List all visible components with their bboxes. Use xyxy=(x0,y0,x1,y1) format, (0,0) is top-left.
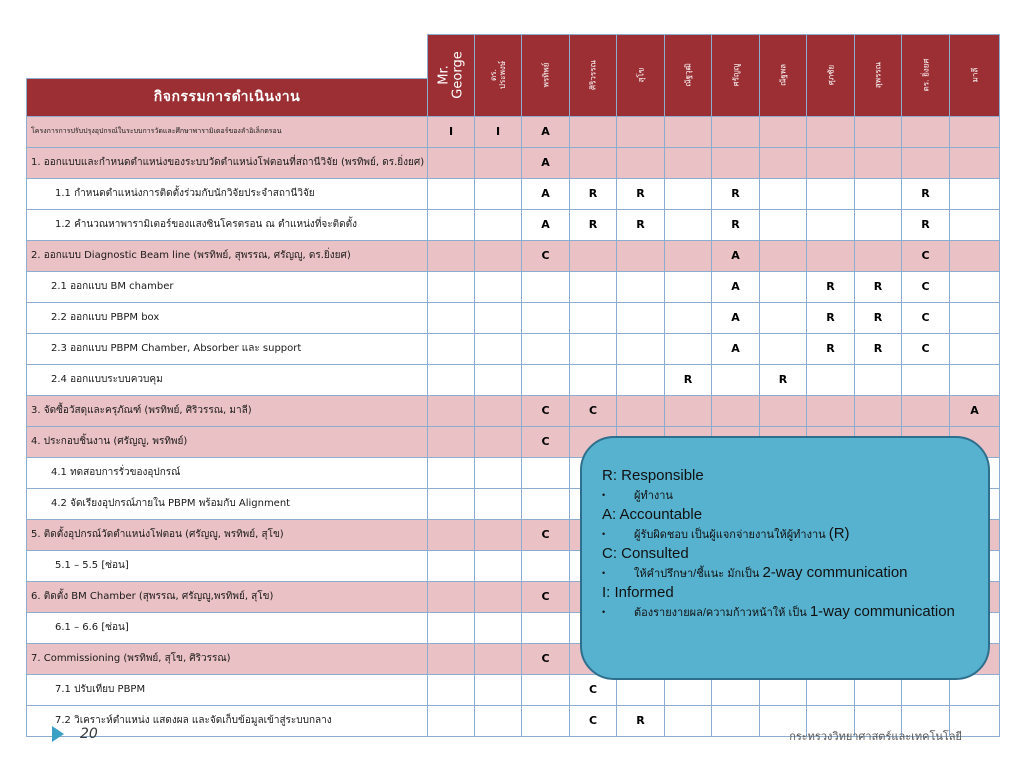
legend-description-text: ต้องรายงายผล/ความก้าวหน้าให้ เป็น xyxy=(634,607,807,619)
raci-cell xyxy=(475,364,522,395)
legend-role: I: Informed xyxy=(602,584,674,601)
raci-cell xyxy=(617,271,665,302)
person-header xyxy=(570,35,617,117)
activity-label: 1.2 คำนวณหาพารามิเตอร์ของแสงซินโครตรอน ณ ตำแหน่งที่จะติดตั้ง xyxy=(27,209,428,240)
raci-cell xyxy=(760,147,807,178)
raci-cell xyxy=(475,581,522,612)
person-name: พรทิพย์ xyxy=(540,62,550,88)
raci-cell xyxy=(665,395,712,426)
raci-cell xyxy=(475,674,522,705)
legend-description xyxy=(602,564,970,583)
raci-cell xyxy=(950,271,1000,302)
raci-cell xyxy=(950,302,1000,333)
raci-cell: I xyxy=(428,116,475,147)
raci-cell: C xyxy=(522,395,570,426)
activity-label: 4.1 ทดสอบการรั่วของอุปกรณ์ xyxy=(27,457,428,488)
raci-cell xyxy=(522,333,570,364)
raci-cell: R xyxy=(902,209,950,240)
activity-label: 2.4 ออกแบบระบบควบคุม xyxy=(27,364,428,395)
raci-cell: C xyxy=(522,426,570,457)
raci-cell: R xyxy=(807,333,855,364)
activity-row xyxy=(27,302,1000,333)
raci-cell: R xyxy=(617,209,665,240)
footer-arrow-icon xyxy=(52,726,64,742)
raci-cell: A xyxy=(712,333,760,364)
person-name: ดร. ยิ่งยศ xyxy=(920,58,930,92)
raci-cell xyxy=(428,581,475,612)
raci-cell: C xyxy=(902,271,950,302)
activity-row xyxy=(27,395,1000,426)
legend-description-latin: (R) xyxy=(828,525,850,542)
raci-cell xyxy=(522,271,570,302)
raci-cell xyxy=(807,178,855,209)
raci-cell xyxy=(665,178,712,209)
raci-cell xyxy=(428,426,475,457)
legend-description-latin: 1-way communication xyxy=(809,603,955,620)
person-header xyxy=(855,35,902,117)
raci-cell xyxy=(570,364,617,395)
activity-label: 1. ออกแบบและกำหนดตำแหน่งของระบบวัดตำแหน่งโฟตอนที่สถานีวิจัย (พรทิพย์, ดร.ยิ่งยศ) xyxy=(27,147,428,178)
raci-cell xyxy=(950,333,1000,364)
raci-cell: R xyxy=(855,271,902,302)
raci-cell xyxy=(760,240,807,271)
raci-cell: R xyxy=(617,705,665,736)
activity-row xyxy=(27,364,1000,395)
raci-cell: C xyxy=(902,302,950,333)
bullet-icon: • xyxy=(602,529,606,539)
person-name: ณัฐวุฒิ xyxy=(683,63,693,88)
legend-description xyxy=(602,486,970,505)
raci-cell: A xyxy=(522,209,570,240)
raci-cell xyxy=(522,488,570,519)
raci-cell: C xyxy=(522,240,570,271)
raci-cell: R xyxy=(712,178,760,209)
raci-cell xyxy=(855,116,902,147)
raci-cell xyxy=(570,271,617,302)
activity-label: 2. ออกแบบ Diagnostic Beam line (พรทิพย์, สุพรรณ, ศรัญญู, ดร.ยิ่งยศ) xyxy=(27,240,428,271)
raci-cell xyxy=(475,302,522,333)
raci-cell: C xyxy=(522,581,570,612)
raci-cell xyxy=(475,271,522,302)
raci-cell xyxy=(807,240,855,271)
activity-label: 2.3 ออกแบบ PBPM Chamber, Absorber และ support xyxy=(27,333,428,364)
raci-cell xyxy=(665,240,712,271)
raci-cell: A xyxy=(712,302,760,333)
raci-cell: A xyxy=(950,395,1000,426)
raci-cell xyxy=(950,178,1000,209)
activity-row xyxy=(27,178,1000,209)
person-name: ณัฐพล xyxy=(778,64,788,87)
raci-cell xyxy=(950,147,1000,178)
raci-cell xyxy=(428,550,475,581)
raci-cell xyxy=(855,178,902,209)
raci-cell xyxy=(475,426,522,457)
activity-label: 6. ติดตั้ง BM Chamber (สุพรรณ, ศรัญญู,พรทิพย์, สุโข) xyxy=(27,581,428,612)
raci-cell xyxy=(428,240,475,271)
raci-cell xyxy=(902,395,950,426)
raci-cell xyxy=(522,550,570,581)
raci-cell: C xyxy=(522,643,570,674)
raci-cell xyxy=(428,674,475,705)
raci-cell xyxy=(428,302,475,333)
raci-cell: A xyxy=(712,240,760,271)
activity-label: โครงการการปรับปรุงอุปกรณ์ในระบบการวัดและศึกษาพารามิเตอร์ของลำอิเล็กตรอน xyxy=(27,116,428,147)
raci-cell xyxy=(617,333,665,364)
raci-cell xyxy=(855,147,902,178)
header-spacer xyxy=(27,35,428,79)
raci-cell xyxy=(428,209,475,240)
raci-cell xyxy=(522,674,570,705)
raci-cell xyxy=(950,116,1000,147)
raci-cell xyxy=(617,116,665,147)
raci-cell xyxy=(522,364,570,395)
raci-cell: C xyxy=(902,333,950,364)
raci-cell: R xyxy=(760,364,807,395)
raci-cell xyxy=(428,178,475,209)
raci-cell: C xyxy=(522,519,570,550)
raci-cell xyxy=(665,302,712,333)
raci-cell xyxy=(475,519,522,550)
legend-description-text: ผู้รับผิดชอบ เป็นผู้แจกจ่ายงานให้ผู้ทำงาน xyxy=(634,529,826,541)
raci-cell xyxy=(428,457,475,488)
activity-label: 4.2 จัดเรียงอุปกรณ์ภายใน PBPM พร้อมกับ Alignment xyxy=(27,488,428,519)
raci-cell xyxy=(428,271,475,302)
raci-cell xyxy=(665,147,712,178)
activity-row xyxy=(27,240,1000,271)
raci-cell: R xyxy=(807,302,855,333)
raci-cell: R xyxy=(570,209,617,240)
raci-cell xyxy=(475,488,522,519)
raci-cell xyxy=(617,395,665,426)
person-header xyxy=(522,35,570,117)
raci-cell xyxy=(617,364,665,395)
raci-cell: R xyxy=(855,302,902,333)
activity-row xyxy=(27,271,1000,302)
activity-label: 6.1 – 6.6 [ซ่อน] xyxy=(27,612,428,643)
raci-cell: A xyxy=(522,178,570,209)
raci-cell xyxy=(475,209,522,240)
person-header xyxy=(428,35,475,117)
raci-cell: C xyxy=(570,674,617,705)
raci-cell: R xyxy=(807,271,855,302)
raci-cell xyxy=(475,705,522,736)
raci-cell xyxy=(950,209,1000,240)
raci-cell xyxy=(807,364,855,395)
activity-column-header: กิจกรรมการดำเนินงาน xyxy=(27,78,428,116)
raci-cell: C xyxy=(570,395,617,426)
raci-cell xyxy=(475,240,522,271)
raci-cell: R xyxy=(712,209,760,240)
raci-cell xyxy=(475,612,522,643)
activity-label: 7. Commissioning (พรทิพย์, สุโข, ศิริวรรณ) xyxy=(27,643,428,674)
raci-cell xyxy=(665,116,712,147)
raci-cell xyxy=(665,333,712,364)
person-name: ดร. ประพงษ์ xyxy=(488,61,507,90)
raci-cell xyxy=(950,240,1000,271)
person-name: ศรัญญู xyxy=(730,63,740,87)
raci-cell xyxy=(760,209,807,240)
raci-cell: R xyxy=(665,364,712,395)
legend-description-text: ให้คำปรึกษา/ชี้แนะ มักเป็น xyxy=(634,568,760,580)
raci-cell xyxy=(902,147,950,178)
raci-cell xyxy=(475,147,522,178)
raci-cell xyxy=(570,333,617,364)
raci-cell xyxy=(760,178,807,209)
person-header xyxy=(475,35,522,117)
legend-role: R: Responsible xyxy=(602,467,704,484)
raci-cell xyxy=(428,395,475,426)
activity-label: 2.1 ออกแบบ BM chamber xyxy=(27,271,428,302)
person-header xyxy=(617,35,665,117)
raci-cell xyxy=(807,395,855,426)
person-name: สุโข xyxy=(635,67,645,83)
raci-cell xyxy=(522,705,570,736)
activity-label: 3. จัดซื้อวัสดุและครุภัณฑ์ (พรทิพย์, ศิริวรรณ, มาลี) xyxy=(27,395,428,426)
raci-cell xyxy=(712,364,760,395)
bullet-icon: • xyxy=(602,607,606,617)
page-number: 20 xyxy=(80,726,98,742)
activity-row xyxy=(27,209,1000,240)
raci-cell xyxy=(428,364,475,395)
raci-cell: A xyxy=(712,271,760,302)
bullet-icon: • xyxy=(602,568,606,578)
legend-role: A: Accountable xyxy=(602,506,703,523)
raci-cell xyxy=(570,240,617,271)
raci-cell: I xyxy=(475,116,522,147)
activity-label: 7.2 วิเคราะห์ตำแหน่ง แสดงผล และจัดเก็บข้อมูลเข้าสู่ระบบกลาง xyxy=(27,705,428,736)
person-header xyxy=(760,35,807,117)
raci-cell xyxy=(428,519,475,550)
raci-cell xyxy=(712,395,760,426)
person-header xyxy=(807,35,855,117)
raci-legend xyxy=(580,436,990,680)
raci-cell xyxy=(522,302,570,333)
raci-cell xyxy=(665,209,712,240)
raci-cell xyxy=(760,333,807,364)
raci-cell xyxy=(807,209,855,240)
bullet-icon: • xyxy=(602,490,606,500)
person-name: ศุภชัย xyxy=(825,65,835,86)
legend-role: C: Consulted xyxy=(602,545,689,562)
person-header xyxy=(902,35,950,117)
raci-cell xyxy=(570,116,617,147)
person-name: Mr. George xyxy=(436,51,465,99)
raci-cell xyxy=(475,643,522,674)
raci-cell xyxy=(428,643,475,674)
activity-row xyxy=(27,116,1000,147)
raci-cell xyxy=(475,178,522,209)
raci-cell xyxy=(522,457,570,488)
raci-cell xyxy=(760,395,807,426)
legend-description-text: ผู้ทำงาน xyxy=(634,490,673,502)
raci-cell xyxy=(712,147,760,178)
raci-cell: R xyxy=(570,178,617,209)
raci-cell xyxy=(428,333,475,364)
raci-cell xyxy=(807,147,855,178)
raci-cell xyxy=(855,209,902,240)
raci-cell xyxy=(428,705,475,736)
activity-row xyxy=(27,333,1000,364)
raci-cell: C xyxy=(902,240,950,271)
raci-cell xyxy=(855,364,902,395)
raci-cell xyxy=(807,116,855,147)
raci-cell xyxy=(428,612,475,643)
person-header xyxy=(712,35,760,117)
raci-cell xyxy=(855,395,902,426)
person-name: มาลี xyxy=(969,67,979,83)
raci-cell xyxy=(712,116,760,147)
raci-cell xyxy=(760,116,807,147)
raci-cell xyxy=(475,395,522,426)
legend-description-latin: 2-way communication xyxy=(762,564,908,581)
activity-row xyxy=(27,147,1000,178)
raci-cell xyxy=(950,364,1000,395)
raci-cell xyxy=(475,457,522,488)
raci-cell xyxy=(428,147,475,178)
raci-cell: R xyxy=(617,178,665,209)
activity-label: 2.2 ออกแบบ PBPM box xyxy=(27,302,428,333)
raci-cell xyxy=(475,550,522,581)
raci-cell xyxy=(902,364,950,395)
raci-cell: A xyxy=(522,147,570,178)
raci-cell: R xyxy=(902,178,950,209)
raci-cell xyxy=(617,302,665,333)
activity-label: 7.1 ปรับเทียบ PBPM xyxy=(27,674,428,705)
raci-cell xyxy=(665,271,712,302)
activity-label: 5. ติดตั้งอุปกรณ์วัดตำแหน่งโฟตอน (ศรัญญู, พรทิพย์, สุโข) xyxy=(27,519,428,550)
raci-cell: R xyxy=(855,333,902,364)
raci-cell: C xyxy=(570,705,617,736)
raci-cell xyxy=(570,147,617,178)
raci-cell xyxy=(522,612,570,643)
raci-cell xyxy=(760,302,807,333)
raci-cell xyxy=(902,116,950,147)
person-header xyxy=(950,35,1000,117)
raci-cell xyxy=(617,240,665,271)
ministry-name: กระทรวงวิทยาศาสตร์และเทคโนโลยี xyxy=(789,730,962,743)
person-header xyxy=(665,35,712,117)
person-name: ศิริวรรณ xyxy=(588,60,598,91)
raci-cell xyxy=(712,705,760,736)
raci-cell xyxy=(570,302,617,333)
raci-cell xyxy=(665,705,712,736)
legend-description xyxy=(602,603,970,622)
person-name: สุพรรณ xyxy=(873,62,883,89)
raci-cell xyxy=(475,333,522,364)
raci-cell xyxy=(855,240,902,271)
legend-description xyxy=(602,525,970,544)
activity-label: 4. ประกอบชิ้นงาน (ศรัญญู, พรทิพย์) xyxy=(27,426,428,457)
raci-cell xyxy=(428,488,475,519)
raci-cell xyxy=(760,271,807,302)
raci-cell xyxy=(617,147,665,178)
activity-label: 1.1 กำหนดตำแหน่งการติดตั้งร่วมกับนักวิจัยประจำสถานีวิจัย xyxy=(27,178,428,209)
activity-label: 5.1 – 5.5 [ซ่อน] xyxy=(27,550,428,581)
raci-cell: A xyxy=(522,116,570,147)
